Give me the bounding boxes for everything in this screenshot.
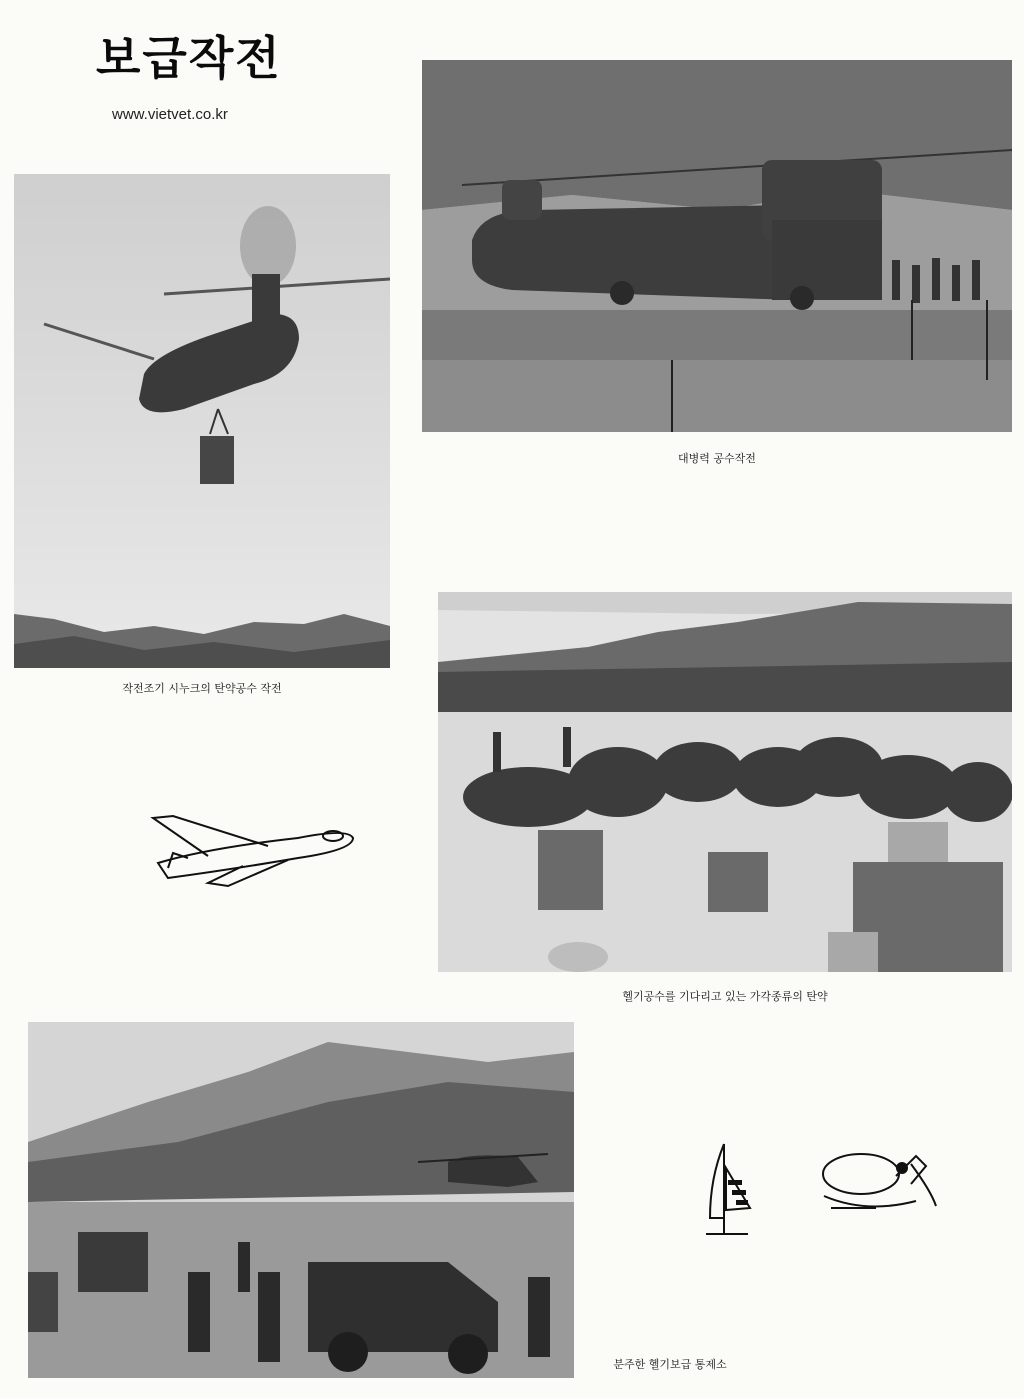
photo-caption: 작전조기 시누크의 탄약공수 작전: [122, 682, 282, 695]
photo-chinook-sling-load: [14, 174, 390, 668]
photo-ammunition-stacks: [438, 592, 1012, 972]
photo-chinook-landing-zone: [422, 60, 1012, 432]
airplane-doodle-icon: [148, 808, 358, 888]
rowboat-doodle-icon: [816, 1146, 938, 1216]
sailboat-doodle-icon: [700, 1138, 756, 1242]
website-url: www.vietvet.co.kr: [112, 106, 228, 123]
photo-caption: 헬기공수를 기다리고 있는 가각종류의 탄약: [622, 990, 828, 1003]
photo-caption: 분주한 헬기보급 통제소: [613, 1358, 727, 1371]
photo-caption: 대병력 공수작전: [678, 452, 756, 465]
page-title: 보급작전: [96, 31, 282, 85]
photo-helicopter-control-post: [28, 1022, 574, 1378]
